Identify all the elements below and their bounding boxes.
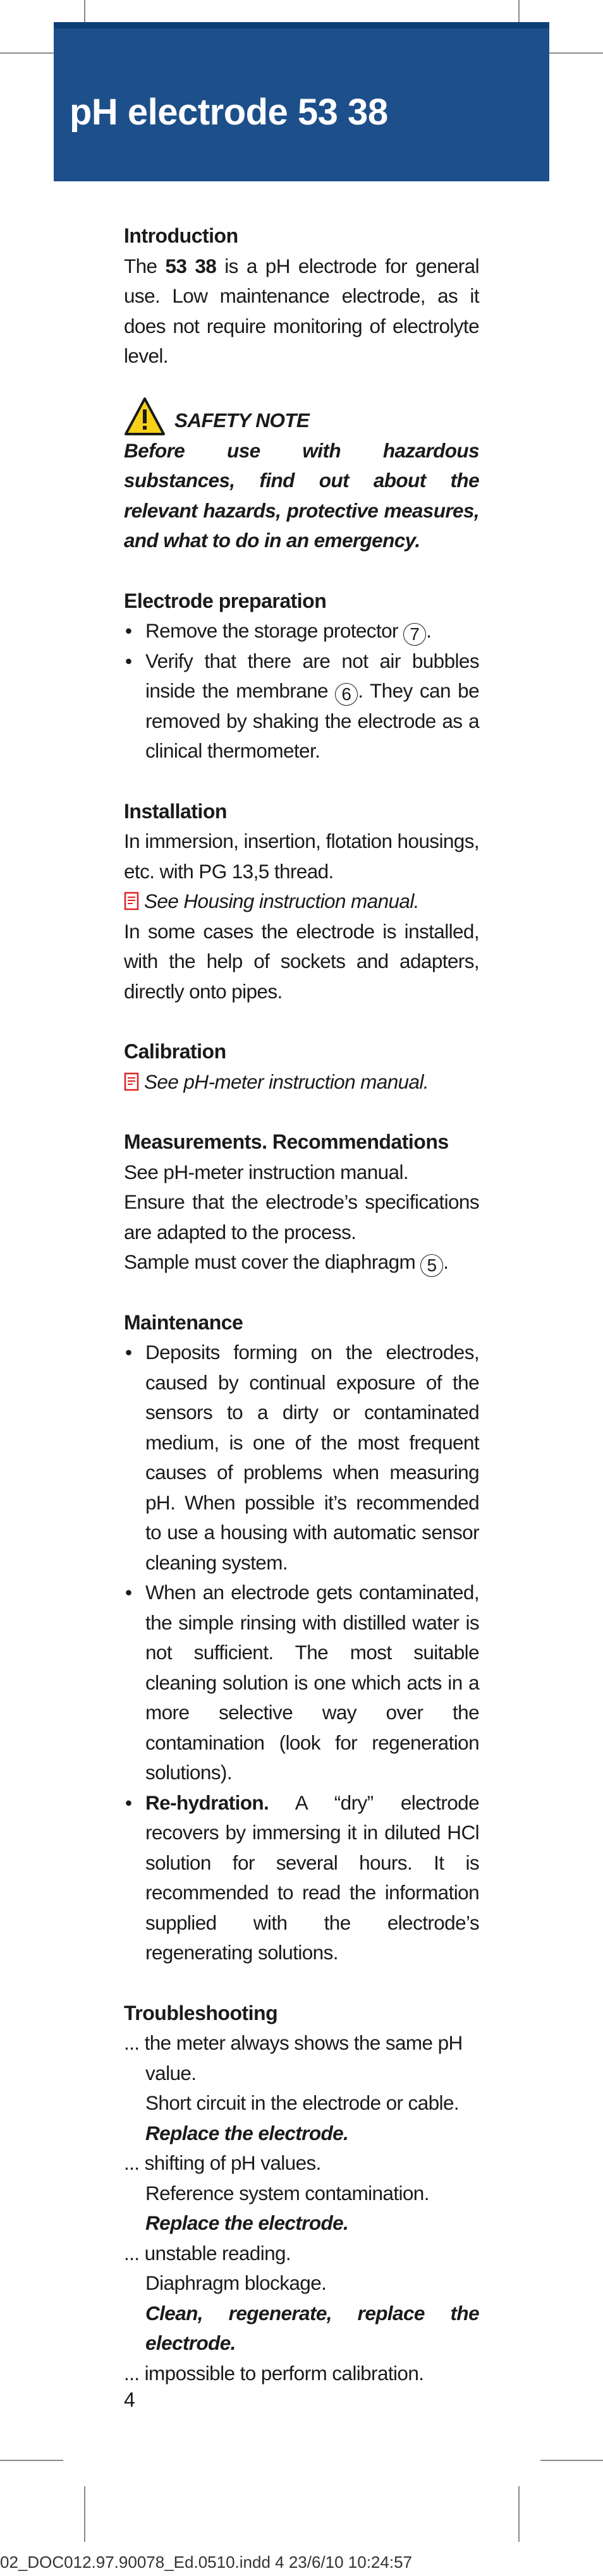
- installation-section: [124, 797, 479, 1007]
- safety-text: Before use with hazardous substances, find out about the relevant hazards, protective measures, and what to do in an emergency.: [124, 438, 479, 552]
- reference-number-badge: 5: [420, 1254, 443, 1277]
- introduction-section: [124, 221, 479, 372]
- installation-heading: Installation: [124, 799, 227, 823]
- page-title: pH electrode 53 38: [70, 92, 388, 133]
- crop-mark-bottom-left-v: [84, 2486, 85, 2542]
- page-number: 4: [124, 2388, 135, 2411]
- measurements-line-3-end: .: [443, 1250, 449, 1273]
- crop-mark-bottom-right-v: [518, 2486, 520, 2542]
- print-slug: 02_DOC012.97.90078_Ed.0510.indd 4 23/6/10 10:24:57: [0, 2553, 412, 2572]
- troubleshooting-cause: Reference system contamination.: [145, 2181, 429, 2204]
- list-item-end: . They can be removed by shaking the electrode as a clinical thermometer.: [145, 679, 479, 762]
- model-number: 53 38: [165, 254, 217, 277]
- introduction-pre: The: [124, 254, 166, 277]
- introduction-text: [124, 251, 479, 372]
- manual-reference-icon: [124, 1072, 139, 1091]
- measurements-line-3: [124, 1247, 479, 1278]
- measurements-line-2: Ensure that the electrode’s specifications are adapted to the process.: [124, 1190, 479, 1243]
- introduction-heading: Introduction: [124, 224, 238, 247]
- maintenance-heading: Maintenance: [124, 1310, 243, 1334]
- troubleshooting-action: Replace the electrode.: [145, 2211, 349, 2234]
- troubleshooting-symptom: [124, 2028, 479, 2088]
- calibration-heading: Calibration: [124, 1040, 226, 1063]
- document-body: [124, 221, 479, 2388]
- troubleshooting-heading: Troubleshooting: [124, 2001, 278, 2024]
- list-item: [124, 646, 479, 766]
- troubleshooting-cause: Short circuit in the electrode or cable.: [145, 2091, 460, 2114]
- rehydration-lead: Re-hydration.: [145, 1791, 269, 1814]
- introduction-body: is a pH electrode for general use. Low maintenance electrode, as it does not require monitoring of electrolyte level.: [124, 254, 479, 367]
- spacer: [124, 1097, 479, 1127]
- spacer: [124, 556, 479, 586]
- maintenance-list: [124, 1338, 479, 1968]
- crop-mark-top-right-h: [540, 52, 603, 54]
- list-item-text: A “dry” electrode recovers by immersing it in diluted HCl solution for several hours. It is recommended to read the information supplied with the electrode’s regenerating solutions.: [145, 1791, 479, 1964]
- spacer: [124, 1007, 479, 1037]
- troubleshooting-section: [124, 1999, 479, 2389]
- troubleshooting-action: Clean, regenerate, replace the electrode.: [145, 2301, 479, 2354]
- troubleshooting-symptom: ... impossible to perform calibration.: [124, 2361, 424, 2385]
- list-item: • When an electrode gets contaminated, the simple rinsing with distilled water is not sufficient. The most suitable cleaning solution is one which acts in a more selective way over the contamination (look for regeneration solutions).: [124, 1578, 479, 1788]
- calibration-reference: [124, 1067, 479, 1098]
- installation-reference-text: See Housing instruction manual.: [144, 890, 419, 912]
- spacer: [124, 766, 479, 797]
- spacer: [124, 1278, 479, 1308]
- reference-number-badge: 7: [403, 623, 426, 646]
- safety-header: [124, 389, 479, 436]
- troubleshooting-symptom: ... unstable reading.: [124, 2241, 291, 2265]
- list-item: [124, 616, 479, 646]
- installation-text-1: In immersion, insertion, flotation housings, etc. with PG 13,5 thread.: [124, 830, 479, 883]
- list-item-text: Remove the storage protector: [145, 619, 404, 642]
- troubleshooting-symptom: ... shifting of pH values.: [124, 2151, 321, 2174]
- measurements-section: [124, 1127, 479, 1278]
- spacer: [124, 1968, 479, 1999]
- troubleshooting-action: Replace the electrode.: [145, 2121, 349, 2144]
- calibration-reference-text: See pH-meter instruction manual.: [144, 1070, 429, 1093]
- spacer: [124, 372, 479, 389]
- list-item-end: .: [426, 619, 432, 642]
- crop-mark-bottom-left-h: [0, 2460, 63, 2461]
- list-item-text: Verify that there are not air bubbles inside the membrane: [145, 649, 479, 702]
- symptom-text: ... the meter always shows the same pH value.: [124, 2031, 463, 2084]
- manual-reference-icon: [124, 892, 139, 910]
- preparation-section: [124, 586, 479, 766]
- reference-number-badge: 6: [335, 683, 358, 706]
- measurements-line-3-text: Sample must cover the diaphragm: [124, 1250, 421, 1273]
- maintenance-section: [124, 1308, 479, 1968]
- preparation-heading: Electrode preparation: [124, 589, 327, 612]
- list-item: • Deposits forming on the electrodes, caused by continual exposure of the sensors to a dirty or contaminated medium, is one of the most frequent causes of problems when measuring pH. When possible it’s recommended to use a housing with automatic sensor cleaning system.: [124, 1338, 479, 1578]
- list-item: [124, 1788, 479, 1968]
- installation-reference: [124, 886, 479, 917]
- preparation-list: [124, 616, 479, 766]
- troubleshooting-cause: Diaphragm blockage.: [145, 2271, 327, 2294]
- safety-section: [124, 389, 479, 556]
- measurements-line-1: See pH-meter instruction manual.: [124, 1160, 409, 1183]
- crop-mark-bottom-right-h: [540, 2460, 603, 2461]
- warning-triangle-icon: [124, 397, 166, 436]
- calibration-section: [124, 1037, 479, 1097]
- safety-heading: SAFETY NOTE: [174, 409, 310, 432]
- installation-text-2: In some cases the electrode is installed, with the help of sockets and adapters, directly onto pipes.: [124, 919, 479, 1003]
- measurements-heading: Measurements. Recommendations: [124, 1130, 449, 1153]
